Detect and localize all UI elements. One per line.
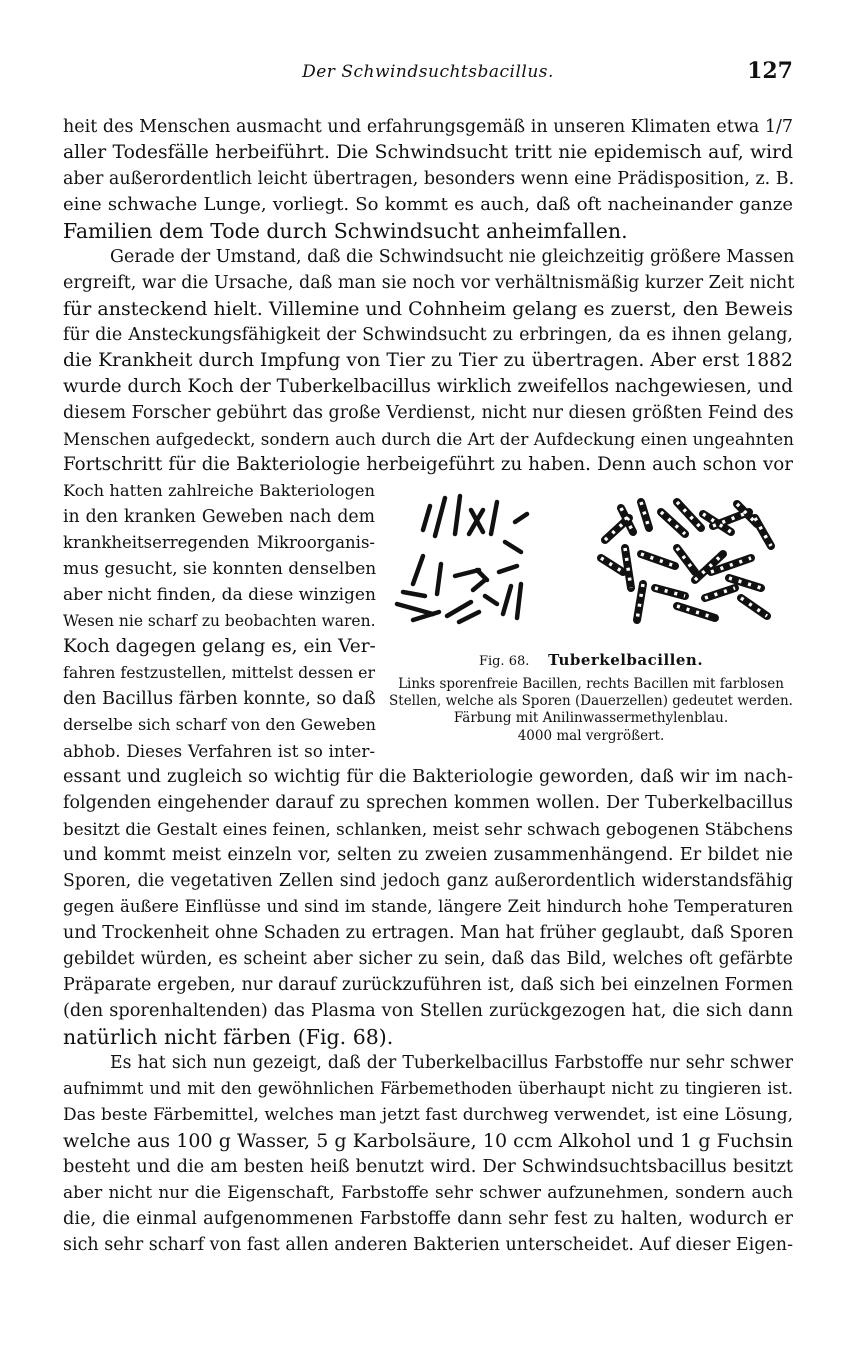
text-line: die Krankheit durch Impfung von Tier zu Tier zu übertragen. Aber erst 1882 xyxy=(63,350,793,371)
text-line: (den sporenhaltenden) das Plasma von Stellen zurückgezogen hat, die sich dann xyxy=(63,1001,793,1021)
running-header xyxy=(63,58,793,88)
text-line: besteht und die am besten heiß benutzt wird. Der Schwindsuchtsbacillus besitzt xyxy=(63,1157,793,1177)
text-line: und Trockenheit ohne Schaden zu ertragen. Man hat früher geglaubt, daß Sporen xyxy=(63,923,794,943)
text-line: den Bacillus färben konnte, so daß xyxy=(63,689,376,709)
page-number: 127 xyxy=(747,58,793,84)
text-line: in den kranken Geweben nach dem xyxy=(63,507,375,527)
text-line: abhob. Dieses Verfahren ist so inter- xyxy=(63,741,375,761)
text-line: Menschen aufgedeckt, sondern auch durch die Art der Aufdeckung einen ungeahnten xyxy=(63,429,794,449)
text-line: natürlich nicht färben (Fig. 68). xyxy=(63,1025,394,1049)
text-line: für die Ansteckungsfähigkeit der Schwindsucht zu erbringen, da es ihnen gelang, xyxy=(63,325,793,345)
figure-number: Fig. 68. xyxy=(478,654,530,669)
text-line: besitzt die Gestalt eines feinen, schlanken, meist sehr schwach gebogenen Stäbchens xyxy=(63,819,793,839)
figure-caption-line: Stellen, welche als Sporen (Dauerzellen) gedeutet werden. xyxy=(389,693,793,709)
text-line: gegen äußere Einflüsse und sind im stande, längere Zeit hindurch hohe Temperaturen xyxy=(63,897,793,916)
text-line: und kommt meist einzeln vor, selten zu zweien zusammenhängend. Er bildet nie xyxy=(63,845,793,865)
bacilli-illustration xyxy=(385,488,797,648)
text-line: aller Todesfälle herbeiführt. Die Schwindsucht tritt nie epidemisch auf, wird xyxy=(63,142,793,163)
text-line: aber nicht nur die Eigenschaft, Farbstoffe sehr schwer aufzunehmen, sondern auch xyxy=(63,1183,793,1203)
text-line: ergreift, war die Ursache, daß man sie noch vor verhältnismäßig kurzer Zeit nicht xyxy=(63,273,795,293)
text-line: Das beste Färbemittel, welches man jetzt fast durchweg verwendet, ist eine Lösung, xyxy=(63,1105,793,1125)
spore-free-bacilli xyxy=(397,496,527,622)
text-line: Wesen nie scharf zu beobachten waren. xyxy=(63,612,376,630)
text-line: welche aus 100 g Wasser, 5 g Karbolsäure, 10 ccm Alkohol und 1 g Fuchsin xyxy=(63,1130,793,1152)
text-line: Sporen, die vegetativen Zellen sind jedoch ganz außerordentlich widerstandsfähig xyxy=(63,871,793,891)
running-title: Der Schwindsuchtsbacillus. xyxy=(302,62,554,82)
figure-68 xyxy=(385,488,797,748)
text-line: folgenden eingehender darauf zu sprechen kommen wollen. Der Tuberkelbacillus xyxy=(63,793,793,813)
text-line: Es hat sich nun gezeigt, daß der Tuberkelbacillus Farbstoffe nur sehr schwer xyxy=(110,1053,793,1073)
figure-title: Tuberkelbacillen. xyxy=(548,651,704,669)
text-line: die, die einmal aufgenommenen Farbstoffe dann sehr fest zu halten, wodurch er xyxy=(63,1209,793,1229)
text-line: aufnimmt und mit den gewöhnlichen Färbemethoden überhaupt nicht zu tingieren ist. xyxy=(63,1079,793,1098)
text-line: aber außerordentlich leicht übertragen, besonders wenn eine Prädisposition, z. B. xyxy=(63,169,795,189)
text-line: derselbe sich scharf von den Geweben xyxy=(63,715,376,734)
text-line: Koch dagegen gelang es, ein Ver- xyxy=(63,636,376,657)
text-line: gebildet würden, es scheint aber sicher zu sein, daß das Bild, welches oft gefärbte xyxy=(63,949,793,969)
text-line: sich sehr scharf von fast allen anderen Bakterien unterscheidet. Auf dieser Eigen- xyxy=(63,1235,793,1255)
text-line: Präparate ergeben, nur darauf zurückzuführen ist, daß sich bei einzelnen Formen xyxy=(63,975,793,995)
text-line: aber nicht finden, da diese winzigen xyxy=(63,585,376,605)
text-line: Koch hatten zahlreiche Bakteriologen xyxy=(63,481,375,500)
text-line: Familien dem Tode durch Schwindsucht anheimfallen. xyxy=(63,219,628,243)
text-line: essant und zugleich so wichtig für die Bakteriologie geworden, daß wir im nach- xyxy=(63,767,793,787)
text-line: eine schwache Lunge, vorliegt. So kommt es auch, daß oft nacheinander ganze xyxy=(63,194,793,215)
text-line: für ansteckend hielt. Villemine und Cohnheim gelang es zuerst, den Beweis xyxy=(63,298,793,320)
text-line: heit des Menschen ausmacht und erfahrungsgemäß in unseren Klimaten etwa 1/7 xyxy=(63,117,793,137)
figure-caption-line: 4000 mal vergrößert. xyxy=(517,728,665,744)
text-line: Fortschritt für die Bakteriologie herbeigeführt zu haben. Denn auch schon vor xyxy=(63,454,793,475)
text-line: wurde durch Koch der Tuberkelbacillus wirklich zweifellos nachgewiesen, und xyxy=(63,376,793,397)
text-line: diesem Forscher gebührt das große Verdienst, nicht nur diesen größten Feind des xyxy=(63,403,794,423)
figure-caption-line: Färbung mit Anilinwassermethylenblau. xyxy=(453,710,729,726)
text-line: Gerade der Umstand, daß die Schwindsucht nie gleichzeitig größere Massen xyxy=(110,247,795,267)
text-line: krankheitserregenden Mikroorganis- xyxy=(63,533,375,552)
figure-label xyxy=(385,651,797,669)
text-line: mus gesucht, sie konnten denselben xyxy=(63,559,377,579)
text-line: fahren festzustellen, mittelst dessen er xyxy=(63,663,375,682)
figure-caption-line: Links sporenfreie Bacillen, rechts Bacillen mit farblosen xyxy=(398,676,784,692)
